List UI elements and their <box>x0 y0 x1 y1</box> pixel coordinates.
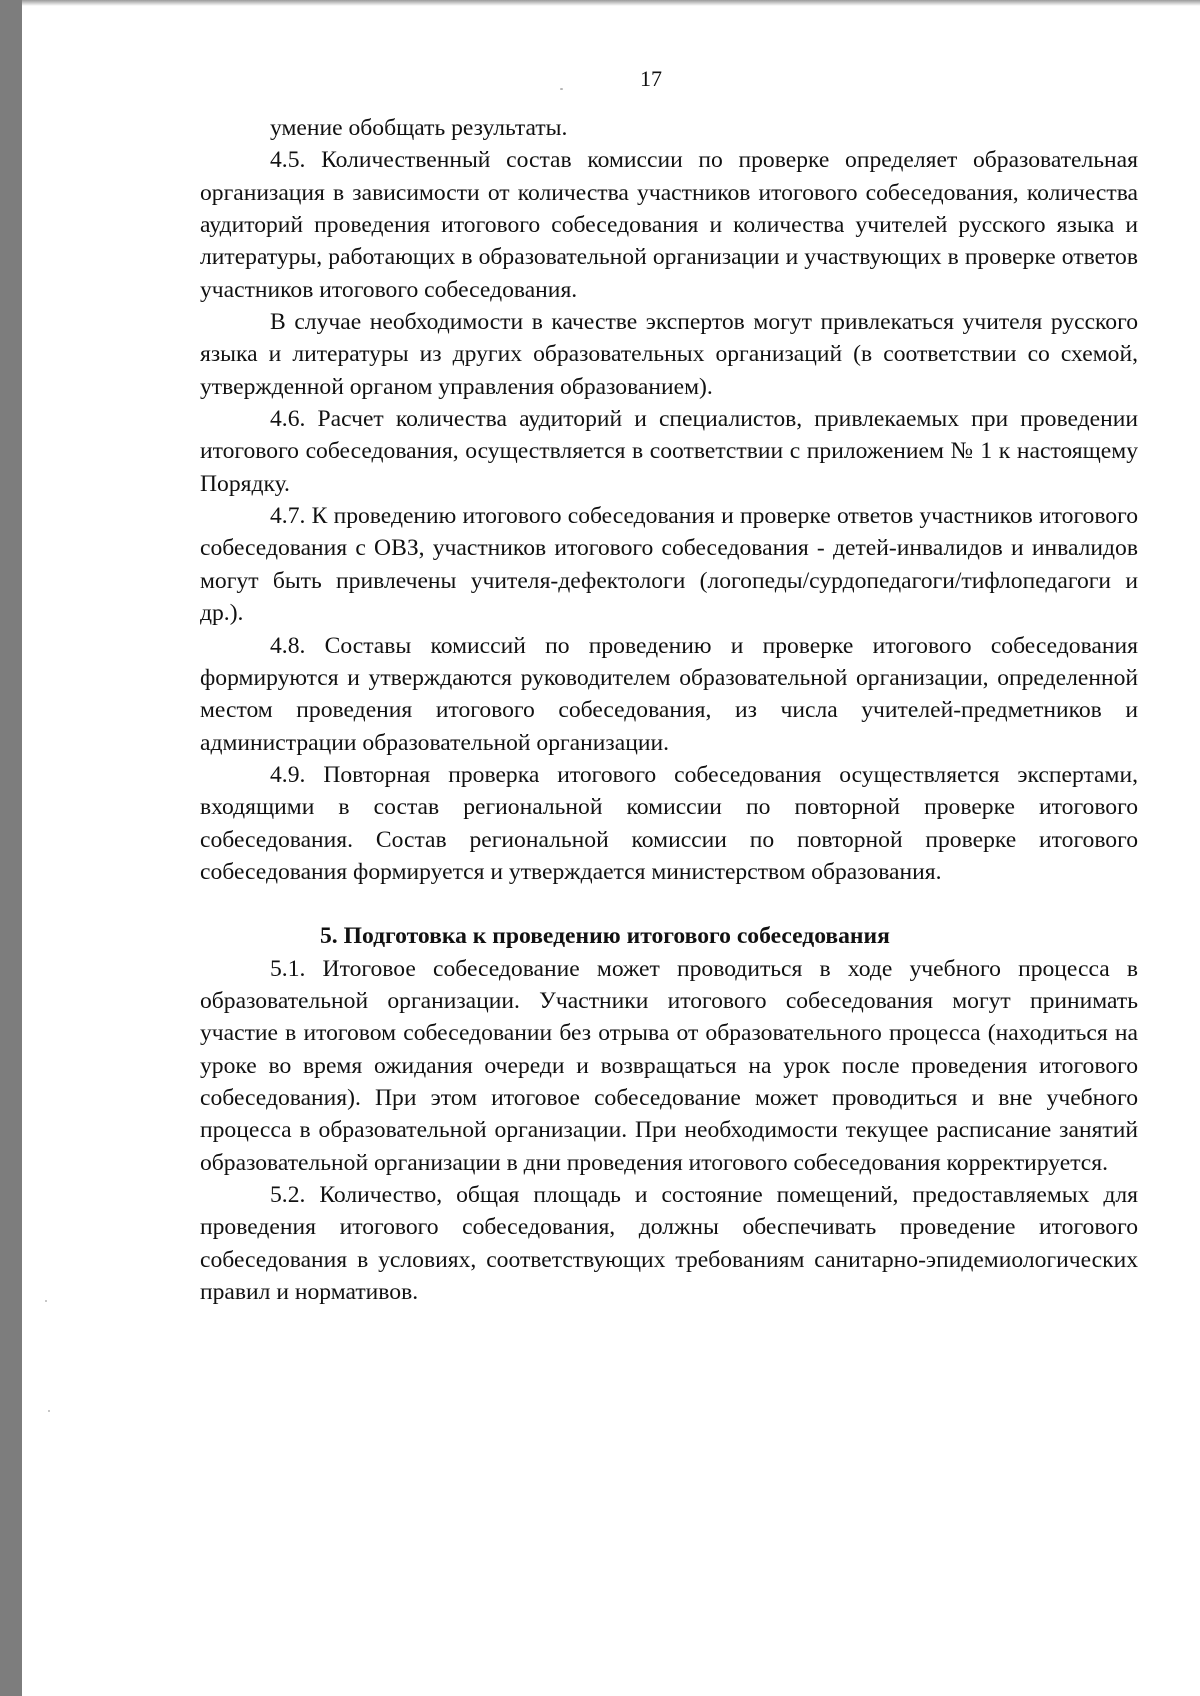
paragraph-continuation: умение обобщать результаты. <box>270 115 568 141</box>
paragraph-4-9: 4.9. Повторная проверка итогового собеседования осуществляется экспертами, входящими в состав региональной комиссии по повторной проверке итогового собеседования. Состав региональной комиссии по повторной проверке итогового собеседования формируется и утверждается министерством образования. <box>200 761 1138 885</box>
scan-speck <box>45 1300 47 1302</box>
paragraph-5-2: 5.2. Количество, общая площадь и состояние помещений, предоставляемых для проведения итогового собеседования, должны обеспечивать проведение итогового собеседования в условиях, соответствующих требованиям санитарно-эпидемиологических правил и нормативов. <box>200 1182 1138 1306</box>
scan-speck <box>560 88 563 90</box>
paragraph-4-5: 4.5. Количественный состав комиссии по проверке определяет образовательная организация в зависимости от количества участников итогового собеседования, количества аудиторий проведения итогового собеседования и количества учителей русского языка и литературы, работающих в образовательной организации и участвующих в проверке ответов участников итогового собеседования. <box>200 147 1138 303</box>
paragraph-4-7: 4.7. К проведению итогового собеседования и проверке ответов участников итогового собеседования с ОВЗ, участников итогового собеседования - детей-инвалидов и инвалидов могут быть привлечены учителя-дефектологи (логопеды/сурдопедагоги/тифлопедагоги и др.). <box>200 503 1138 627</box>
paragraph-experts: В случае необходимости в качестве экспертов могут привлекаться учителя русского языка и литературы из других образовательных организаций (в соответствии со схемой, утвержденной органом управления образованием). <box>200 309 1138 400</box>
paragraph-4-8: 4.8. Составы комиссий по проведению и проверке итогового собеседования формируются и утверждаются руководителем образовательной организации, определенной местом проведения итогового собеседования, из числа учителей-предметников и администрации образовательной организации. <box>200 632 1138 756</box>
page-number: 17 <box>640 66 662 91</box>
section-5-heading: 5. Подготовка к проведению итогового собеседования <box>320 923 890 950</box>
paragraph-4-6: 4.6. Расчет количества аудиторий и специалистов, привлекаемых при проведении итогового собеседования, осуществляется в соответствии с приложением № 1 к настоящему Порядку. <box>200 406 1138 497</box>
document-body <box>200 112 1138 1308</box>
scan-speck <box>48 1410 50 1412</box>
paragraph-5-1: 5.1. Итоговое собеседование может проводиться в ходе учебного процесса в образовательной организации. Участники итогового собеседования могут принимать участие в итоговом собеседовании без отрыва от образовательного процесса (находиться на уроке во время ожидания очереди и возвращаться на урок после проведения итогового собеседования). При этом итоговое собеседование может проводиться и вне учебного процесса в образовательной организации. При необходимости текущее расписание занятий образовательной организации в дни проведения итогового собеседования корректируется. <box>200 955 1138 1176</box>
scan-edge <box>22 0 1200 6</box>
